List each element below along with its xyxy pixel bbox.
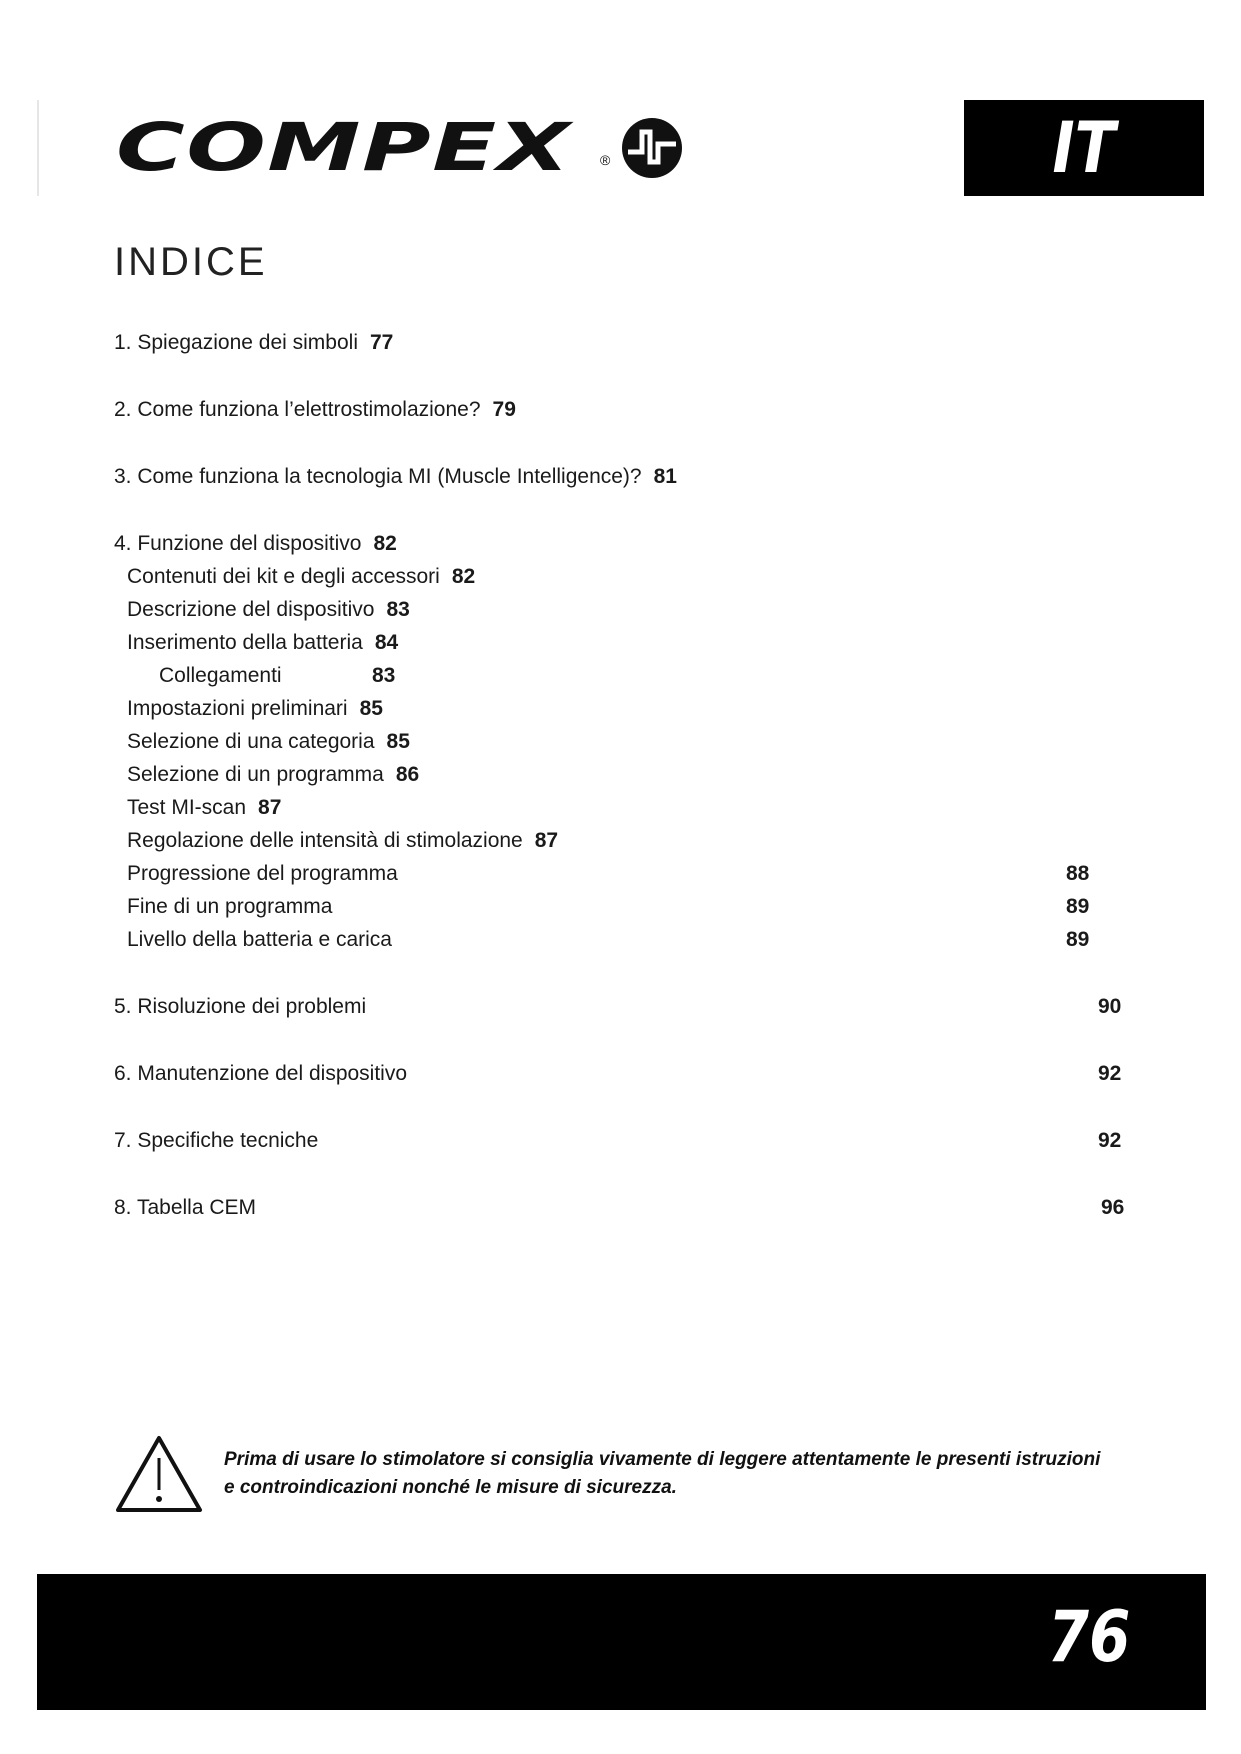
toc-page: 82 xyxy=(373,532,397,555)
toc-label: Selezione di una categoria xyxy=(127,730,375,753)
page-number: 76 xyxy=(1047,1596,1130,1678)
toc-page: 88 xyxy=(1066,862,1090,885)
toc-label: 7. Specifiche tecniche xyxy=(114,1129,319,1152)
toc-page: 85 xyxy=(386,730,410,753)
language-code: IT xyxy=(1052,107,1116,189)
toc-subentry xyxy=(0,595,1241,625)
toc-entry-5 xyxy=(0,992,1241,1022)
toc-page: 90 xyxy=(1098,995,1122,1018)
toc-label: Progressione del programma xyxy=(127,862,398,885)
toc-page: 89 xyxy=(1066,895,1090,918)
left-margin-rule xyxy=(37,100,39,196)
toc-label: 3. Come funziona la tecnologia MI (Muscle Intelligence)? xyxy=(114,465,642,488)
toc-page: 96 xyxy=(1101,1196,1125,1219)
toc-entry-1 xyxy=(0,328,1241,358)
warning-text xyxy=(224,1446,1134,1502)
toc-entry-8 xyxy=(0,1193,1241,1223)
toc-subentry xyxy=(0,661,1241,691)
toc-subentry xyxy=(0,793,1241,823)
toc-label: 6. Manutenzione del dispositivo xyxy=(114,1062,408,1085)
toc-label: Impostazioni preliminari xyxy=(127,697,348,720)
toc-label: Fine di un programma xyxy=(127,895,333,918)
toc-entry-6 xyxy=(0,1059,1241,1089)
toc-label: 5. Risoluzione dei problemi xyxy=(114,995,367,1018)
toc-subentry xyxy=(0,892,1241,922)
toc-label: 1. Spiegazione dei simboli xyxy=(114,331,358,354)
registered-mark: ® xyxy=(600,152,611,168)
toc-label: Collegamenti xyxy=(159,664,282,687)
toc-page: 87 xyxy=(258,796,282,819)
toc-label: 2. Come funziona l’elettrostimolazione? xyxy=(114,398,481,421)
compex-logo xyxy=(116,109,611,186)
toc-entry-3 xyxy=(0,462,1241,492)
language-badge xyxy=(964,100,1204,196)
toc-label: Selezione di un programma xyxy=(127,763,384,786)
toc-label: Contenuti dei kit e degli accessori xyxy=(127,565,440,588)
toc-page: 79 xyxy=(492,398,516,421)
toc-entry-4 xyxy=(0,529,1241,559)
toc-subentry xyxy=(0,925,1241,955)
toc-page: 83 xyxy=(372,664,396,687)
toc-subentry xyxy=(0,694,1241,724)
toc-page: 92 xyxy=(1098,1062,1122,1085)
toc-page: 84 xyxy=(374,631,399,654)
toc-subentry xyxy=(0,760,1241,790)
toc-label: 4. Funzione del dispositivo xyxy=(114,532,362,555)
toc-page: 82 xyxy=(451,565,476,588)
warning-line: e controindicazioni nonché le misure di sicurezza. xyxy=(224,1477,677,1498)
toc-label: Test MI-scan xyxy=(127,796,247,819)
toc-subentry xyxy=(0,859,1241,889)
compex-pulse-icon xyxy=(620,116,684,180)
warning-line: Prima di usare lo stimolatore si consiglia vivamente di leggere attentamente le presenti istruzioni xyxy=(224,1449,1101,1470)
toc-label: 8. Tabella CEM xyxy=(114,1196,257,1219)
footer-bar xyxy=(37,1574,1206,1710)
warning-triangle-icon xyxy=(114,1434,204,1514)
toc-page: 83 xyxy=(386,598,410,621)
toc-label: Regolazione delle intensità di stimolazione xyxy=(127,829,523,852)
safety-warning xyxy=(114,1434,1134,1514)
toc-subentry xyxy=(0,562,1241,592)
toc-label: Inserimento della batteria xyxy=(127,631,363,654)
toc-label: Livello della batteria e carica xyxy=(127,928,392,951)
toc-subentry xyxy=(0,727,1241,757)
toc-page: 87 xyxy=(534,829,559,852)
toc-page: 81 xyxy=(653,465,677,488)
toc-label: Descrizione del dispositivo xyxy=(127,598,375,621)
toc-page: 92 xyxy=(1098,1129,1122,1152)
toc-entry-7 xyxy=(0,1126,1241,1156)
brand-wordmark: COMPEX xyxy=(116,109,572,186)
toc-page: 89 xyxy=(1066,928,1090,951)
toc-subentry xyxy=(0,628,1241,658)
toc-subentry xyxy=(0,826,1241,856)
page-title: INDICE xyxy=(114,240,268,284)
toc-page: 77 xyxy=(369,331,394,354)
toc-page: 85 xyxy=(359,697,383,720)
toc-entry-2 xyxy=(0,395,1241,425)
toc-page: 86 xyxy=(395,763,420,786)
